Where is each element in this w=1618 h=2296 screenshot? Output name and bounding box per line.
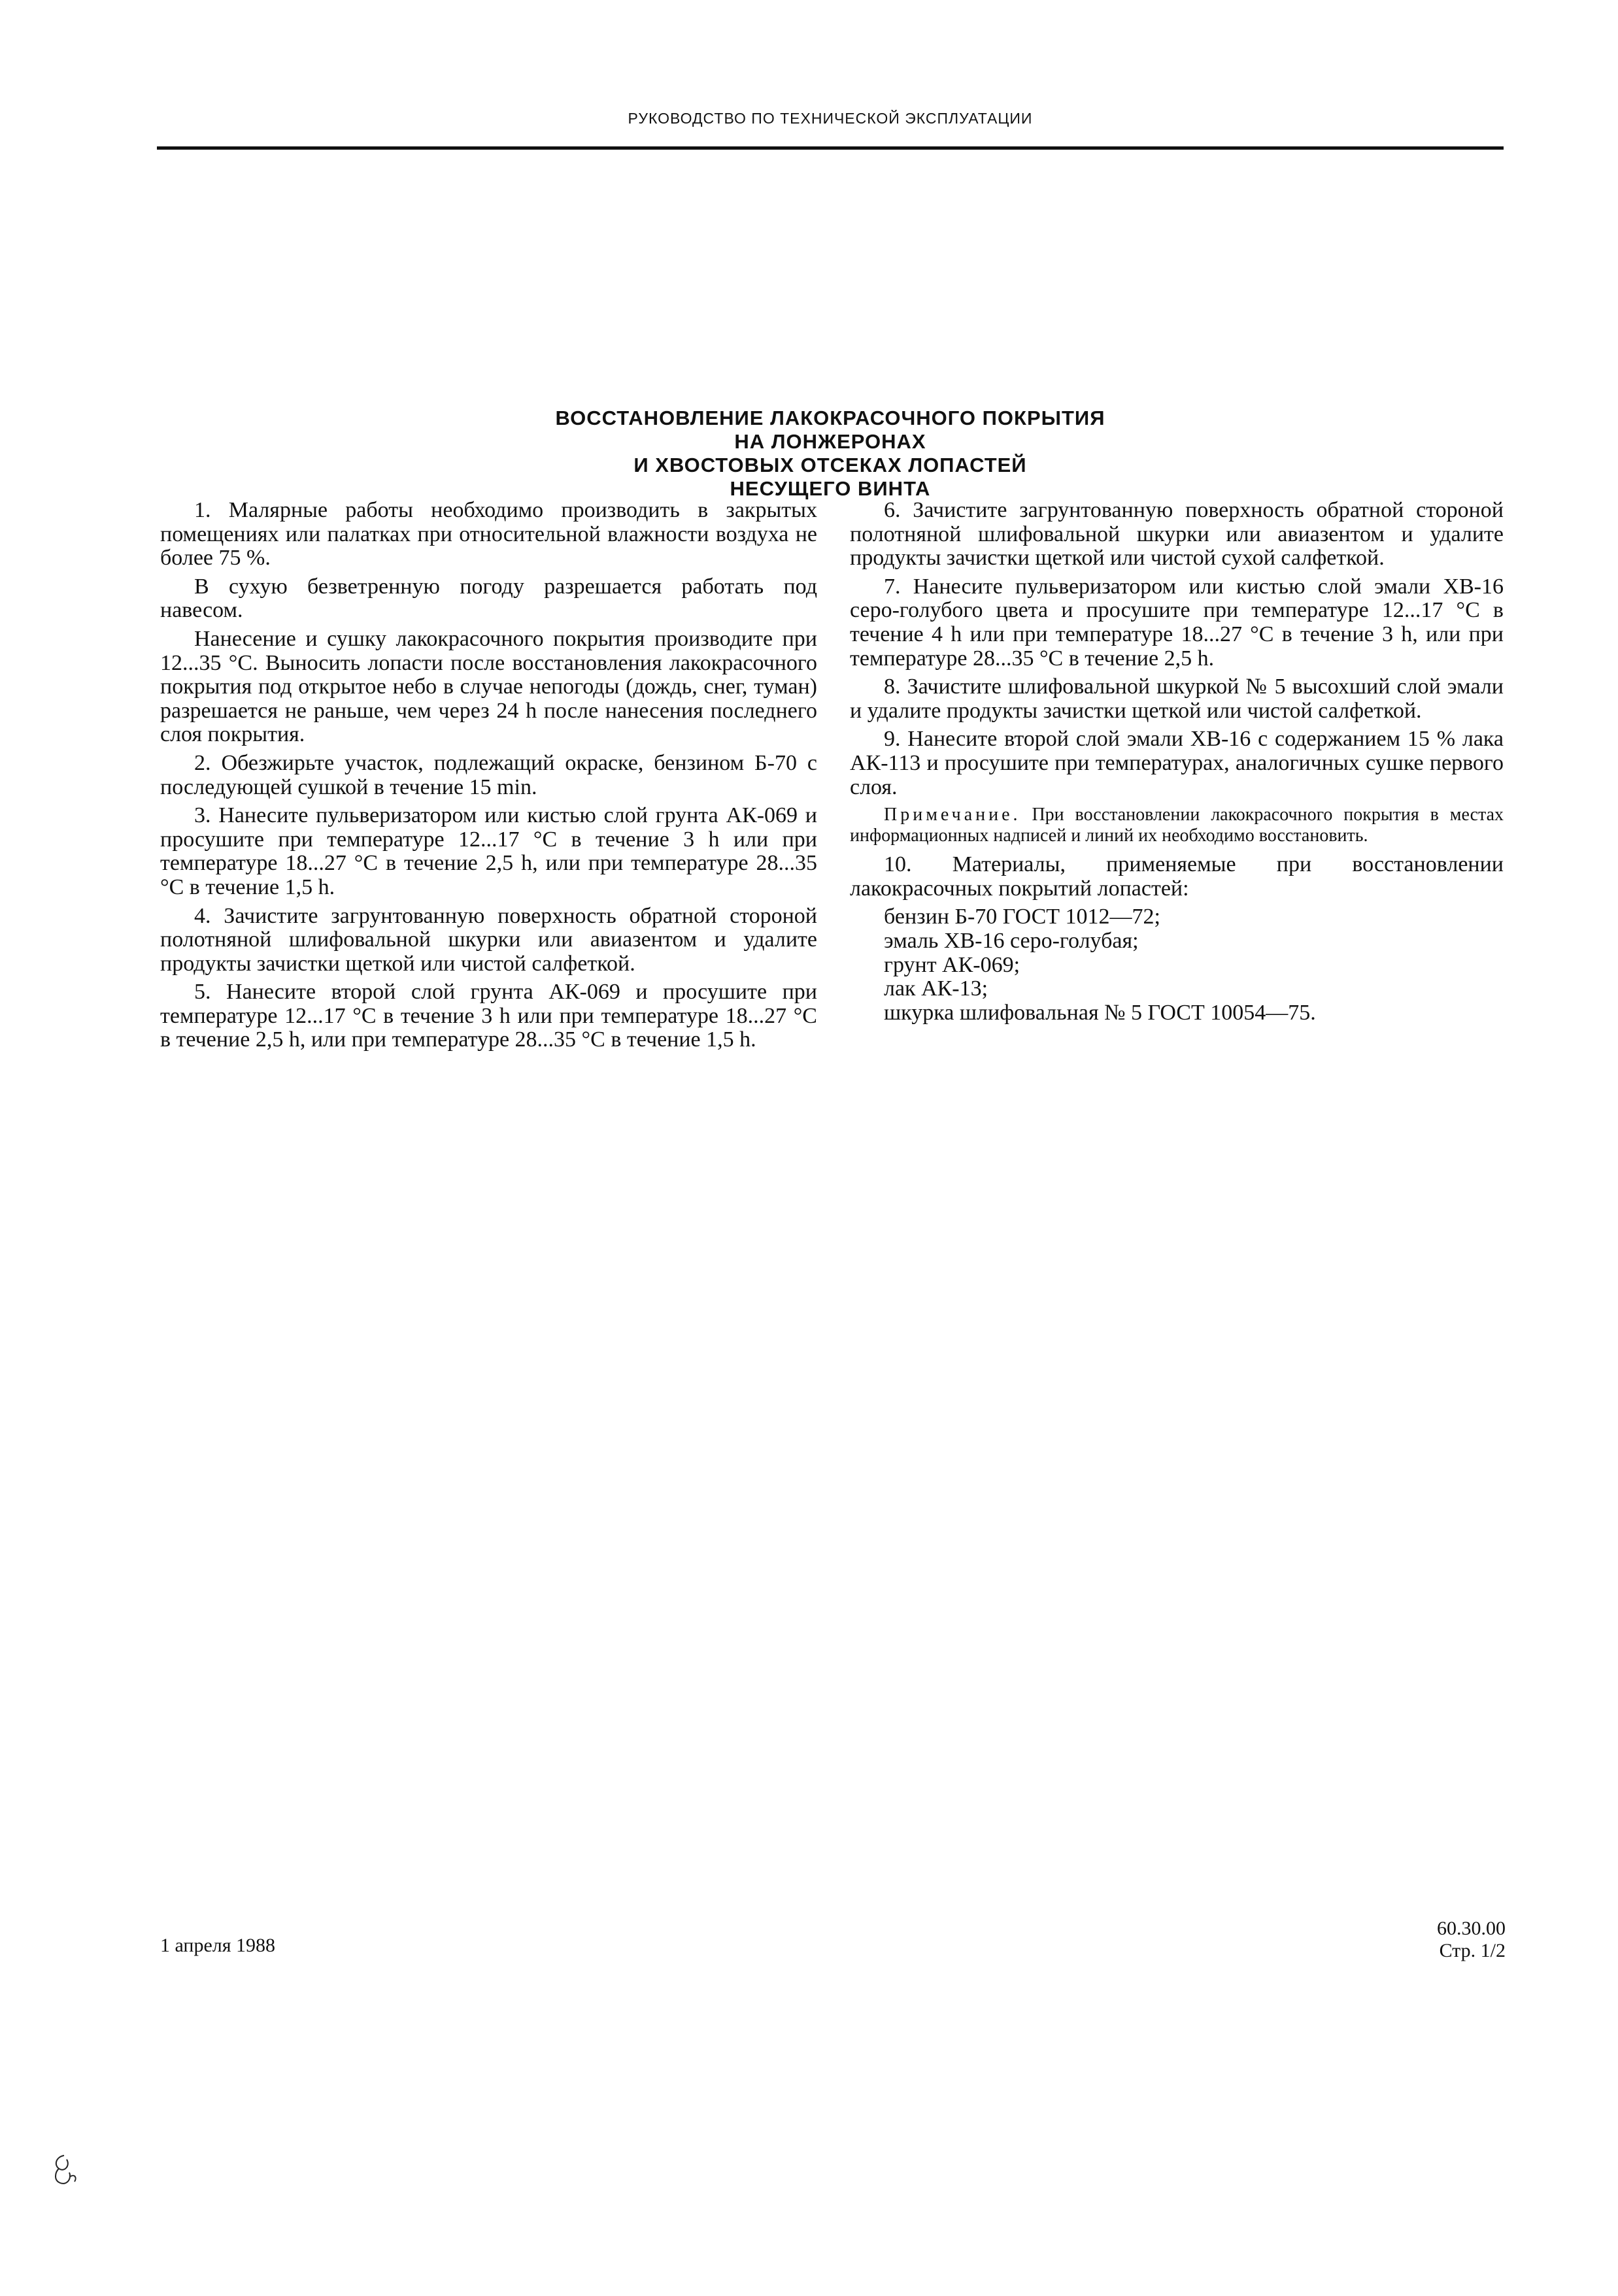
note xyxy=(850,805,1504,846)
footer-page-info xyxy=(1437,1918,1506,1962)
paragraph-1a: В сухую безветренную погоду разрешается работать под навесом. xyxy=(160,574,817,623)
material-item: шкурка шлифовальная № 5 ГОСТ 10054—75. xyxy=(884,1000,1316,1025)
paragraph-2: 2. Обезжирьте участок, подлежащий окраске, бензином Б-70 с последующей сушкой в течение 15 min. xyxy=(160,750,817,799)
running-header: РУКОВОДСТВО ПО ТЕХНИЧЕСКОЙ ЭКСПЛУАТАЦИИ xyxy=(628,110,1033,127)
title-line: НА ЛОНЖЕРОНАХ xyxy=(734,430,926,453)
paragraph-5: 5. Нанесите второй слой грунта АК-069 и просушите при температуре 12...17 °С в течение 3 h или при температуре 18...27 °С в течение 2,5 h, или при температуре 28...35 °С в течение 1,5 h. xyxy=(160,980,817,1052)
paragraph-6: 6. Зачистите загрунтованную поверхность обратной стороной полотняной шлифовальной шкурки или авиазентом и удалите продукты зачистки щеткой или чистой сухой салфеткой. xyxy=(850,498,1504,571)
page-number: Стр. 1/2 xyxy=(1439,1940,1506,1961)
paragraph-10: 10. Материалы, применяемые при восстановлении лакокрасочных покрытий лопастей: xyxy=(850,852,1504,901)
material-item: бензин Б-70 ГОСТ 1012—72; xyxy=(884,905,1160,929)
left-column xyxy=(160,499,817,1057)
note-label: Примечание. xyxy=(884,805,1021,825)
material-item: грунт АК-069; xyxy=(884,952,1020,977)
material-item: эмаль ХВ-16 серо-голубая; xyxy=(884,928,1139,953)
paragraph-1: 1. Малярные работы необходимо производить в закрытых помещениях или палатках при относительной влажности воздуха не более 75 %. xyxy=(160,498,817,571)
title-line: И ХВОСТОВЫХ ОТСЕКАХ ЛОПАСТЕЙ xyxy=(633,454,1027,476)
doc-number: 60.30.00 xyxy=(1437,1918,1506,1939)
footer-date: 1 апреля 1988 xyxy=(160,1935,276,1956)
section-title xyxy=(392,407,1268,501)
handwritten-signature-icon xyxy=(44,2150,84,2189)
paragraph-3: 3. Нанесите пульверизатором или кистью слой грунта АК-069 и просушите при температуре 12...17 °С в течение 3 h или при температуре 18...27 °С в течение 2,5 h, или при температуре 28...35 °С в течение 1,5 h. xyxy=(160,803,817,899)
note-text: При восстановлении лакокрасочного покрытия в местах информационных надписей и линий их необходимо восстановить. xyxy=(850,805,1504,846)
paragraph-4: 4. Зачистите загрунтованную поверхность обратной стороной полотняной шлифовальной шкурки или авиазентом и удалите продукты зачистки щеткой или чистой салфеткой. xyxy=(160,903,817,976)
right-column xyxy=(850,499,1504,1025)
title-line: НЕСУЩЕГО ВИНТА xyxy=(730,477,931,500)
paragraph-7: 7. Нанесите пульверизатором или кистью слой эмали ХВ-16 серо-голубого цвета и просушите при температуре 12...17 °С в течение 4 h или при температуре 18...27 °С в течение 3 h, или при температуре 28...35 °С в течение 2,5 h. xyxy=(850,574,1504,671)
paragraph-8: 8. Зачистите шлифовальной шкуркой № 5 высохший слой эмали и удалите продукты зачистки щеткой или чистой салфеткой. xyxy=(850,674,1504,723)
paragraph-1b: Нанесение и сушку лакокрасочного покрытия производите при 12...35 °С. Выносить лопасти после восстановления лакокрасочного покрытия под открытое небо в случае непогоды (дождь, снег, туман) разрешается не раньше, чем через 24 h после нанесения последнего слоя покрытия. xyxy=(160,626,817,747)
material-item: лак АК-13; xyxy=(884,976,988,1001)
header-rule xyxy=(157,146,1504,150)
paragraph-9: 9. Нанесите второй слой эмали ХВ-16 с содержанием 15 % лака АК-113 и просушите при температурах, аналогичных сушке первого слоя. xyxy=(850,727,1504,799)
title-line: ВОССТАНОВЛЕНИЕ ЛАКОКРАСОЧНОГО ПОКРЫТИЯ xyxy=(555,407,1105,429)
